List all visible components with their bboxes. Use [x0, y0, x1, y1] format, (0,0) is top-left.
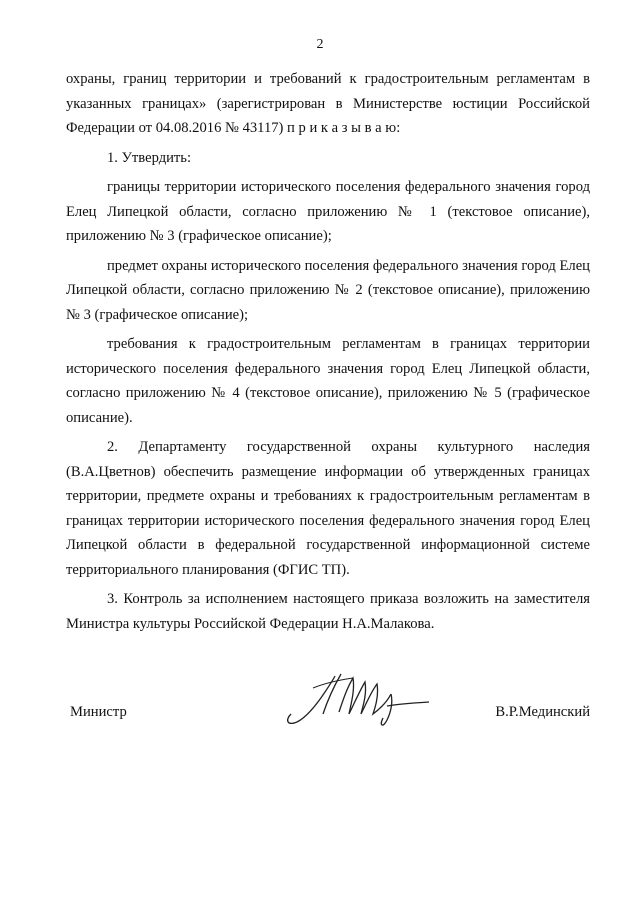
paragraph-preamble-continuation: охраны, границ территории и требований к градостроительным регламентам в указанных границах» (зарегистрирован в Министерстве юстиции Российской Федерации от 04.08.2016 № 43117) п р и к а з ы в а ю:	[66, 71, 590, 136]
handwritten-signature	[283, 662, 433, 732]
signatory-name: В.Р.Мединский	[495, 704, 590, 720]
page-number: 2	[316, 37, 324, 52]
paragraph-boundaries: границы территории исторического поселения федерального значения город Елец Липецкой области, согласно приложению № 1 (текстовое описание), приложению № 3 (графическое описание);	[66, 179, 590, 244]
paragraph-item-3: 3. Контроль за исполнением настоящего приказа возложить на заместителя Министра культуры Российской Федерации Н.А.Малакова.	[66, 591, 590, 632]
order-body	[66, 67, 590, 638]
paragraph-item-1: 1. Утвердить:	[107, 149, 192, 166]
paragraph-item-2: 2. Департаменту государственной охраны культурного наследия (В.А.Цветнов) обеспечить размещение информации об утвержденных границах территории, предмете охраны и требованиях к градостроительным регламентам в границах территории исторического поселения федерального значения город Елец Липецкой области в федеральной государственной информационной системе территориального планирования (ФГИС ТП).	[66, 439, 590, 578]
paragraph-protection-subject: предмет охраны исторического поселения федерального значения город Елец Липецкой области, согласно приложению № 2 (текстовое описание), приложению № 3 (графическое описание);	[66, 257, 590, 323]
paragraph-regulations: требования к градостроительным регламентам в границах территории исторического поселения федерального значения город Елец Липецкой области, согласно приложению № 4 (текстовое описание), приложению № 5 (графическое описание).	[66, 336, 590, 426]
signatory-title: Министр	[70, 704, 127, 720]
